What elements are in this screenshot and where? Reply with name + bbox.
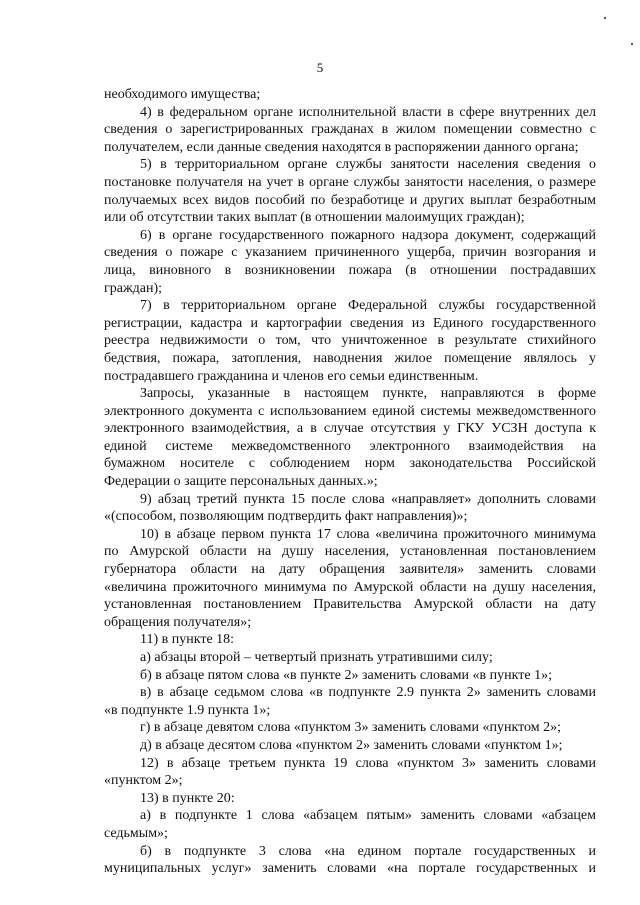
text-line: необходимого имущества; [104, 87, 261, 102]
text-line: лица, виновного в возникновении пожара (в отношении пострадавших [104, 262, 596, 278]
text-line: реестра недвижимости о том, что уничтоженное в результате стихийного [104, 333, 596, 349]
text-line: единой системе межведомственного электронного взаимодействия на [104, 438, 596, 454]
text-line: 11) в пункте 18: [140, 632, 235, 648]
text-line: а) абзацы второй – четвертый признать утратившими силу; [140, 650, 493, 665]
text-line: или об отсутствии таких выплат (в отношении малоимущих граждан); [104, 210, 525, 226]
text-line: муниципальных услуг» заменить словами «на портале государственных и [104, 861, 596, 877]
scan-speck [604, 17, 606, 19]
text-line: получателем, если данные сведения находятся в распоряжении данного органа; [104, 139, 579, 155]
text-line: а) в подпункте 1 слова «абзацем пятым» заменить словами «абзацем [140, 808, 596, 824]
text-line: граждан); [104, 280, 163, 296]
text-line: бедствия, пожара, затопления, наводнения жилое помещение являлось у [104, 350, 596, 366]
text-line: д) в абзаце десятом слова «пунктом 2» заменить словами «пунктом 1»; [140, 737, 563, 753]
text-line: губернатора области на дату обращения заявителя» заменить словами [104, 562, 596, 578]
text-line: 12) в абзаце третьем пункта 19 слова «пунктом 3» заменить словами [140, 755, 596, 771]
text-line: «величина прожиточного минимума по Амурской области на душу населения, [104, 579, 596, 595]
text-line: «пунктом 2»; [104, 773, 183, 789]
text-line: постановке получателя на учет в органе службы занятости населения, о размере [104, 174, 596, 190]
text-line: «в подпункте 1.9 пункта 1»; [104, 702, 271, 718]
text-line: электронного документа с использованием единой системы межведомственного [104, 403, 596, 419]
text-line: пострадавшего гражданина и членов его семьи единственным. [104, 368, 479, 384]
text-line: по Амурской области на душу населения, установленная постановлением [104, 544, 596, 560]
page-number: 5 [316, 60, 324, 75]
text-line: 10) в абзаце первом пункта 17 слова «величина прожиточного минимума [140, 526, 596, 542]
text-line: сведения о зарегистрированных гражданах в жилом помещении совместно с [104, 122, 596, 138]
text-line: 6) в органе государственного пожарного надзора документ, содержащий [140, 227, 596, 243]
text-line: «(способом, позволяющим подтвердить факт направления)»; [104, 509, 468, 525]
text-line: 13) в пункте 20: [140, 790, 235, 806]
text-line: б) в абзаце пятом слова «в пункте 2» заменить словами «в пункте 1»; [140, 667, 552, 683]
text-line: Запросы, указанные в настоящем пункте, направляются в форме [140, 386, 596, 402]
text-line: бумажном носителе с соблюдением норм законодательства Российской [104, 456, 596, 472]
text-line: Федерации о защите персональных данных.»; [104, 474, 378, 490]
text-line: б) в подпункте 3 слова «на едином портале государственных и [140, 843, 596, 859]
text-line: 7) в территориальном органе Федеральной службы государственной [140, 298, 596, 314]
text-line: установленная постановлением Правительства Амурской области на дату [104, 597, 596, 613]
text-line: регистрации, кадастра и картографии сведения из Единого государственного [104, 315, 596, 331]
text-line: г) в абзаце девятом слова «пунктом 3» заменить словами «пунктом 2»; [140, 720, 562, 736]
document-body [104, 86, 596, 878]
scan-speck [631, 43, 633, 45]
text-line: 5) в территориальном органе службы занятости населения сведения о [140, 157, 596, 173]
text-line: 4) в федеральном органе исполнительной власти в сфере внутренних дел [140, 104, 596, 120]
text-line: получаемых всех видов пособий по безработице и других выплат безработным [104, 192, 596, 208]
text-line: сведения о пожаре с указанием причиненного ущерба, причин возгорания и [104, 245, 596, 261]
text-line: седьмым»; [104, 825, 168, 841]
text-line: обращения получателя»; [104, 614, 252, 630]
text-line: в) в абзаце седьмом слова «в подпункте 2.9 пункта 2» заменить словами [140, 685, 596, 701]
text-line: электронного взаимодействия, а в случае отсутствия у ГКУ УСЗН доступа к [104, 421, 596, 437]
text-line: 9) абзац третий пункта 15 после слова «направляет» дополнить словами [140, 491, 596, 507]
